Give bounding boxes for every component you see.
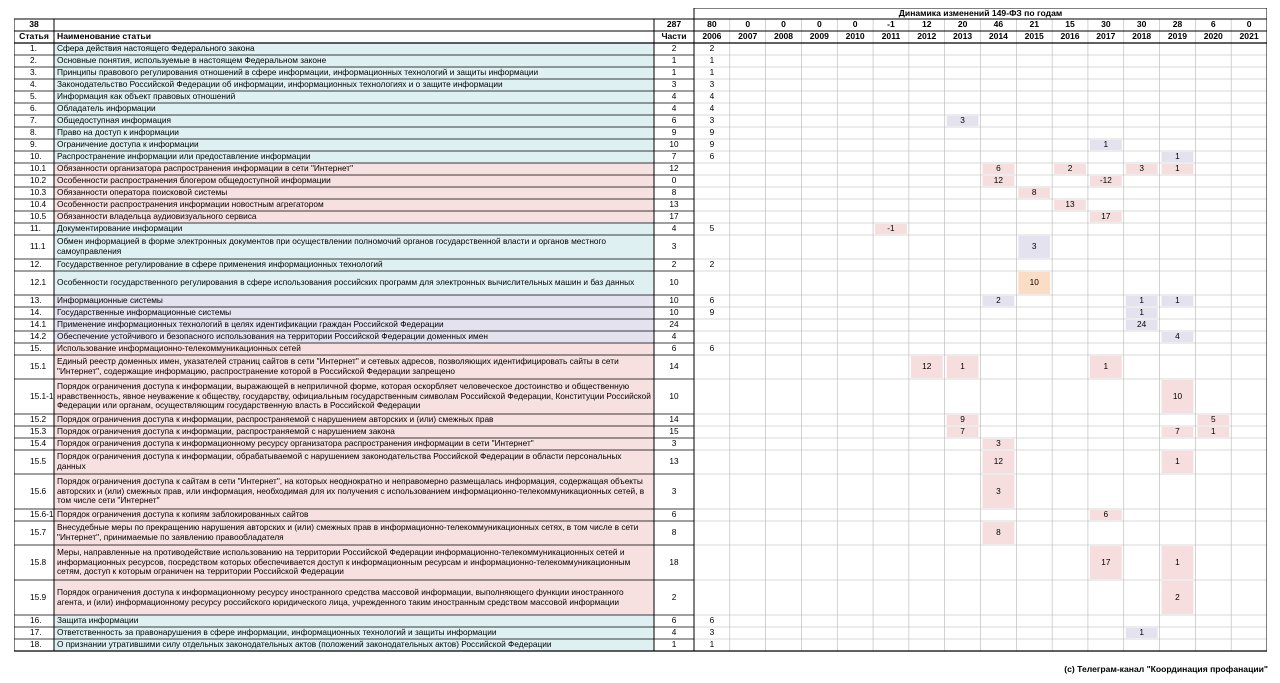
article-parts: 4 bbox=[671, 91, 677, 102]
article-parts: 3 bbox=[671, 79, 677, 90]
article-parts: 24 bbox=[669, 319, 679, 330]
year-total-2015: 21 bbox=[1029, 19, 1039, 29]
article-parts: 14 bbox=[669, 361, 679, 372]
year-header-2020: 2020 bbox=[1203, 31, 1223, 41]
articles-count: 38 bbox=[29, 19, 39, 29]
article-parts: 6 bbox=[671, 615, 677, 626]
year-change-value: 1 bbox=[1175, 163, 1180, 174]
article-number: 15.7 bbox=[30, 527, 47, 538]
year-change-value: 1 bbox=[1139, 295, 1144, 306]
year-change-value: 6 bbox=[709, 151, 715, 162]
article-name: Единый реестр доменных имен, указателей страниц сайтов в сети "Интернет" и сетевых адресов, позволяющих идентифицировать сайты в сети "Интернет", содержащие информацию, распространение которой в Российской Федерации запрещено bbox=[57, 356, 619, 376]
year-header-2008: 2008 bbox=[773, 31, 794, 41]
article-name: Защита информации bbox=[57, 615, 139, 626]
year-change-value: 2 bbox=[709, 43, 715, 54]
article-name: Особенности распространения информации новостным агрегатором bbox=[57, 199, 324, 210]
article-name: Право на доступ к информации bbox=[57, 127, 179, 138]
year-total-2021: 0 bbox=[1246, 19, 1252, 29]
article-parts: 4 bbox=[671, 223, 677, 234]
name-column-header: Наименование статьи bbox=[57, 31, 151, 41]
year-change-value: 9 bbox=[709, 127, 715, 138]
article-name: Документирование информации bbox=[57, 223, 183, 234]
year-change-value: 1 bbox=[1139, 307, 1144, 318]
article-parts: 8 bbox=[671, 527, 677, 538]
article-number: 18. bbox=[30, 639, 42, 650]
article-number: 15.2 bbox=[30, 414, 47, 425]
year-change-value: 3 bbox=[709, 79, 715, 90]
article-number: 11.1 bbox=[30, 241, 46, 252]
article-number: 12. bbox=[30, 259, 42, 270]
year-change-value: 3 bbox=[709, 115, 715, 126]
year-change-value: 1 bbox=[1175, 456, 1180, 467]
article-column-header: Статья bbox=[19, 31, 49, 41]
article-name: Меры, направленные на противодействие использованию на территории Российской Федерации информационно-телекоммуникационных сетей и информационных ресурсов, посредством которых обеспечивается доступ к информационным ресурсам и информационно-телекоммуникационным сетям, доступ к которым ограничен на территории Российской Федерации bbox=[57, 547, 631, 577]
total-parts: 287 bbox=[666, 19, 682, 29]
article-number: 15. bbox=[30, 343, 42, 354]
article-parts: 10 bbox=[669, 307, 679, 318]
year-header-2016: 2016 bbox=[1060, 31, 1080, 41]
year-change-value: 3 bbox=[996, 438, 1001, 449]
year-change-value: 9 bbox=[709, 307, 715, 318]
article-name: Порядок ограничения доступа к информации, выражающей в неприличной форме, которая оскорбляет человеческое достоинство и общественную нравственность, явное неуважение к обществу, государству, официальным государственным символам Российской Федерации, Конституции Российской Федерации или органам, осуществляющим государственную власть в Российской Федерации bbox=[57, 381, 651, 411]
year-change-value: 4 bbox=[709, 103, 715, 114]
year-change-value: 6 bbox=[709, 615, 715, 626]
year-header-2019: 2019 bbox=[1167, 31, 1188, 41]
article-number: 14.2 bbox=[30, 331, 47, 342]
year-change-value: 1 bbox=[1175, 556, 1180, 567]
article-number: 2. bbox=[30, 55, 37, 66]
article-parts: 3 bbox=[671, 241, 677, 252]
article-name: Порядок ограничения доступа к копиям заблокированных сайтов bbox=[57, 509, 309, 520]
article-number: 5. bbox=[30, 91, 37, 102]
dynamics-title: Динамика изменений 149-ФЗ по годам bbox=[898, 8, 1063, 18]
article-number: 17. bbox=[30, 627, 42, 638]
year-header-2009: 2009 bbox=[809, 31, 829, 41]
article-parts: 0 bbox=[671, 175, 677, 186]
article-name: Сфера действия настоящего Федерального закона bbox=[57, 43, 255, 54]
article-name: Распространение информации или предоставление информации bbox=[57, 151, 311, 162]
year-header-2012: 2012 bbox=[917, 31, 937, 41]
article-name: Ответственность за правонарушения в сфере информации, информационных технологий и защиты информации bbox=[57, 627, 497, 638]
article-parts: 9 bbox=[671, 127, 677, 138]
article-parts: 10 bbox=[669, 390, 679, 401]
article-name: Особенности распространения блогером общедоступной информации bbox=[57, 175, 331, 186]
year-change-value: 9 bbox=[960, 414, 965, 425]
year-change-value: 1 bbox=[1139, 627, 1144, 638]
year-header-2006: 2006 bbox=[702, 31, 722, 41]
year-change-value: 7 bbox=[960, 426, 965, 437]
article-parts: 4 bbox=[671, 103, 677, 114]
article-name: Порядок ограничения доступа к информации, обрабатываемой с нарушением законодательства Российской Федерации в области персональных данных bbox=[57, 451, 622, 471]
article-parts: 3 bbox=[671, 485, 677, 496]
article-parts: 2 bbox=[671, 591, 677, 602]
year-total-2009: 0 bbox=[816, 19, 822, 29]
article-parts: 10 bbox=[669, 277, 679, 288]
year-change-value: 1 bbox=[1175, 151, 1180, 162]
year-change-value: 12 bbox=[922, 361, 932, 372]
year-change-value: 10 bbox=[1029, 277, 1039, 288]
article-parts: 1 bbox=[671, 639, 677, 650]
year-change-value: 7 bbox=[1175, 426, 1180, 437]
year-change-value: 2 bbox=[996, 295, 1001, 306]
year-change-value: 3 bbox=[960, 115, 965, 126]
article-parts: 6 bbox=[671, 115, 677, 126]
article-parts: 14 bbox=[669, 414, 679, 425]
article-number: 15.6 bbox=[30, 485, 47, 496]
article-number: 15.1 bbox=[30, 361, 47, 372]
article-parts: 4 bbox=[671, 331, 677, 342]
year-change-value: 9 bbox=[709, 139, 715, 150]
article-name: О признании утратившими силу отдельных законодательных актов (положений законодательных актов) Российской Федерации bbox=[57, 639, 552, 650]
article-name: Основные понятия, используемые в настоящем Федеральном законе bbox=[57, 55, 327, 66]
year-change-value: 12 bbox=[993, 175, 1004, 186]
year-change-value: 1 bbox=[960, 361, 965, 372]
year-change-value: 3 bbox=[1031, 241, 1037, 252]
article-name: Порядок ограничения доступа к сайтам в сети "Интернет", на которых неоднократно и неправомерно размещалась информация, содержащая объекты авторских и (или) смежных прав, или информация, необходимая для их получения с использованием информационно-телекоммуникационных сетей, в том числе сети "Интернет" bbox=[57, 476, 645, 506]
article-number: 14.1 bbox=[30, 319, 47, 330]
year-total-2008: 0 bbox=[781, 19, 786, 29]
year-change-value: 1 bbox=[1103, 139, 1109, 150]
article-parts: 2 bbox=[671, 259, 677, 270]
article-name: Порядок ограничения доступа к информации, распространяемой с нарушением авторских и (или) смежных прав bbox=[57, 414, 494, 425]
article-parts: 13 bbox=[669, 199, 679, 210]
article-name: Информация как объект правовых отношений bbox=[57, 91, 236, 102]
article-number: 10.5 bbox=[30, 211, 47, 222]
year-total-2012: 12 bbox=[922, 19, 932, 29]
article-number: 15.5 bbox=[30, 456, 47, 467]
year-change-value: 12 bbox=[993, 456, 1004, 467]
year-change-value: 1 bbox=[1175, 295, 1180, 306]
article-name: Порядок ограничения доступа к информационному ресурсу организатора распространения информации в сети "Интернет" bbox=[57, 438, 534, 449]
year-change-value: 6 bbox=[709, 295, 715, 306]
year-change-value: 10 bbox=[1172, 390, 1183, 401]
article-number: 10.3 bbox=[30, 187, 47, 198]
year-total-2014: 46 bbox=[993, 19, 1004, 29]
year-total-2010: 0 bbox=[852, 19, 858, 29]
year-header-2018: 2018 bbox=[1132, 31, 1152, 41]
year-change-value: 5 bbox=[1210, 414, 1216, 425]
article-number: 11. bbox=[30, 223, 41, 234]
article-name: Порядок ограничения доступа к информации, распространяемой с нарушением закона bbox=[57, 426, 395, 437]
year-change-value: 1 bbox=[709, 639, 715, 650]
year-total-2011: -1 bbox=[887, 19, 895, 29]
article-name: Применение информационных технологий в целях идентификации граждан Российской Федерации bbox=[57, 319, 444, 330]
year-change-value: 2 bbox=[709, 259, 715, 270]
year-change-value: 1 bbox=[1210, 426, 1216, 437]
article-name: Внесудебные меры по прекращению нарушения авторских и (или) смежных прав в информационно-телекоммуникационных сетях, в том числе в сети "Интернет", принимаемые по заявлению правообладателя bbox=[57, 522, 639, 542]
footer-credit: (с) Телеграм-канал "Координация профанации" bbox=[1064, 664, 1268, 674]
article-parts: 3 bbox=[671, 438, 677, 449]
year-change-value: 1 bbox=[1103, 361, 1109, 372]
article-number: 7. bbox=[30, 115, 37, 126]
article-number: 13. bbox=[30, 295, 42, 306]
year-total-2016: 15 bbox=[1065, 19, 1075, 29]
article-number: 1. bbox=[30, 43, 37, 54]
article-number: 10.1 bbox=[30, 163, 47, 174]
year-change-value: 3 bbox=[709, 627, 715, 638]
year-change-value: 6 bbox=[996, 163, 1001, 174]
year-header-2010: 2010 bbox=[845, 31, 865, 41]
year-total-2019: 28 bbox=[1172, 19, 1183, 29]
article-number: 12.1 bbox=[30, 277, 47, 288]
article-parts: 12 bbox=[669, 163, 679, 174]
article-number: 14. bbox=[30, 307, 42, 318]
article-number: 15.6-1 bbox=[30, 509, 54, 520]
article-parts: 15 bbox=[669, 426, 679, 437]
year-change-value: 24 bbox=[1137, 319, 1147, 330]
article-number: 10.4 bbox=[30, 199, 47, 210]
year-change-value: 6 bbox=[709, 343, 715, 354]
article-number: 4. bbox=[30, 79, 37, 90]
year-change-value: 17 bbox=[1101, 211, 1111, 222]
article-parts: 6 bbox=[671, 509, 677, 520]
year-change-value: -1 bbox=[887, 223, 895, 234]
article-number: 3. bbox=[30, 67, 37, 78]
article-parts: 10 bbox=[669, 295, 679, 306]
year-change-value: 1 bbox=[709, 67, 715, 78]
article-name: Информационные системы bbox=[57, 295, 163, 306]
article-name: Ограничение доступа к информации bbox=[57, 139, 199, 150]
article-number: 10. bbox=[30, 151, 42, 162]
article-number: 15.1-1 bbox=[30, 390, 54, 401]
article-number: 8. bbox=[30, 127, 37, 138]
article-name: Обязанности оператора поисковой системы bbox=[57, 187, 228, 198]
article-name: Обмен информацией в форме электронных документов при осуществлении полномочий органов государственной власти и органов местного самоуправления bbox=[57, 236, 606, 256]
year-total-2018: 30 bbox=[1136, 19, 1147, 29]
year-header-2013: 2013 bbox=[953, 31, 973, 41]
year-change-value: 4 bbox=[1175, 331, 1180, 342]
article-parts: 1 bbox=[671, 67, 677, 78]
article-parts: 13 bbox=[669, 456, 679, 467]
year-change-value: 8 bbox=[1031, 187, 1037, 198]
year-change-value: 1 bbox=[709, 55, 715, 66]
article-name: Обязанности организатора распространения информации в сети "Интернет" bbox=[57, 163, 354, 174]
article-name: Использование информационно-телекоммуникационных сетей bbox=[57, 343, 301, 354]
year-header-2011: 2011 bbox=[881, 31, 901, 41]
article-name: Обеспечение устойчивого и безопасного использования на территории Российской Федерации доменных имен bbox=[57, 331, 488, 342]
article-number: 6. bbox=[30, 103, 37, 114]
article-name: Принципы правового регулирования отношений в сфере информации, информационных технологий и защиты информации bbox=[57, 67, 539, 78]
article-name: Особенности государственного регулирования в сфере использования российских программ для электронных вычислительных машин и баз данных bbox=[57, 277, 635, 288]
year-change-value: 6 bbox=[1103, 509, 1109, 520]
article-parts: 18 bbox=[669, 556, 679, 567]
year-change-value: 13 bbox=[1065, 199, 1075, 210]
year-change-value: 5 bbox=[709, 223, 715, 234]
article-parts: 2 bbox=[671, 43, 677, 54]
article-name: Порядок ограничения доступа к информационному ресурсу иностранного средства массовой информации, выполняющего функции иностранного агента, и (или) информационному ресурсу российского юридического лица, учрежденного таким иностранным средством массовой информации bbox=[57, 586, 624, 607]
article-parts: 8 bbox=[671, 187, 677, 198]
article-number: 15.9 bbox=[30, 591, 47, 602]
article-number: 10.2 bbox=[30, 175, 47, 186]
year-change-value: -12 bbox=[1099, 175, 1112, 186]
year-change-value: 3 bbox=[996, 485, 1001, 496]
law-changes-table bbox=[14, 8, 1267, 655]
article-number: 15.3 bbox=[30, 426, 47, 437]
year-header-2017: 2017 bbox=[1096, 31, 1116, 41]
year-change-value: 4 bbox=[709, 91, 715, 102]
year-change-value: 2 bbox=[1067, 163, 1073, 174]
article-parts: 4 bbox=[671, 627, 677, 638]
article-name: Обязанности владельца аудиовизуального сервиса bbox=[57, 211, 257, 222]
year-total-2007: 0 bbox=[745, 19, 751, 29]
article-number: 16. bbox=[30, 615, 42, 626]
year-total-2006: 80 bbox=[707, 19, 717, 29]
article-parts: 10 bbox=[669, 139, 679, 150]
year-change-value: 17 bbox=[1101, 556, 1111, 567]
year-header-2007: 2007 bbox=[738, 31, 758, 41]
parts-column-header: Части bbox=[661, 31, 687, 41]
article-number: 15.8 bbox=[30, 556, 47, 567]
year-change-value: 2 bbox=[1175, 591, 1180, 602]
year-header-2015: 2015 bbox=[1024, 31, 1044, 41]
article-parts: 1 bbox=[671, 55, 677, 66]
article-name: Обладатель информации bbox=[57, 103, 156, 114]
year-header-2014: 2014 bbox=[988, 31, 1008, 41]
year-header-2021: 2021 bbox=[1239, 31, 1259, 41]
year-change-value: 8 bbox=[996, 527, 1001, 538]
article-parts: 6 bbox=[671, 343, 677, 354]
article-number: 9. bbox=[30, 139, 37, 150]
year-total-2013: 20 bbox=[957, 19, 968, 29]
article-name: Государственные информационные системы bbox=[57, 307, 232, 318]
year-change-value: 3 bbox=[1139, 163, 1144, 174]
article-number: 15.4 bbox=[30, 438, 47, 449]
article-name: Общедоступная информация bbox=[57, 115, 171, 126]
article-parts: 7 bbox=[671, 151, 677, 162]
year-total-2020: 6 bbox=[1210, 19, 1216, 29]
article-name: Государственное регулирование в сфере применения информационных технологий bbox=[57, 259, 383, 270]
article-name: Законодательство Российской Федерации об информации, информационных технологиях и о защите информации bbox=[57, 79, 503, 90]
article-parts: 17 bbox=[669, 211, 679, 222]
year-total-2017: 30 bbox=[1101, 19, 1111, 29]
